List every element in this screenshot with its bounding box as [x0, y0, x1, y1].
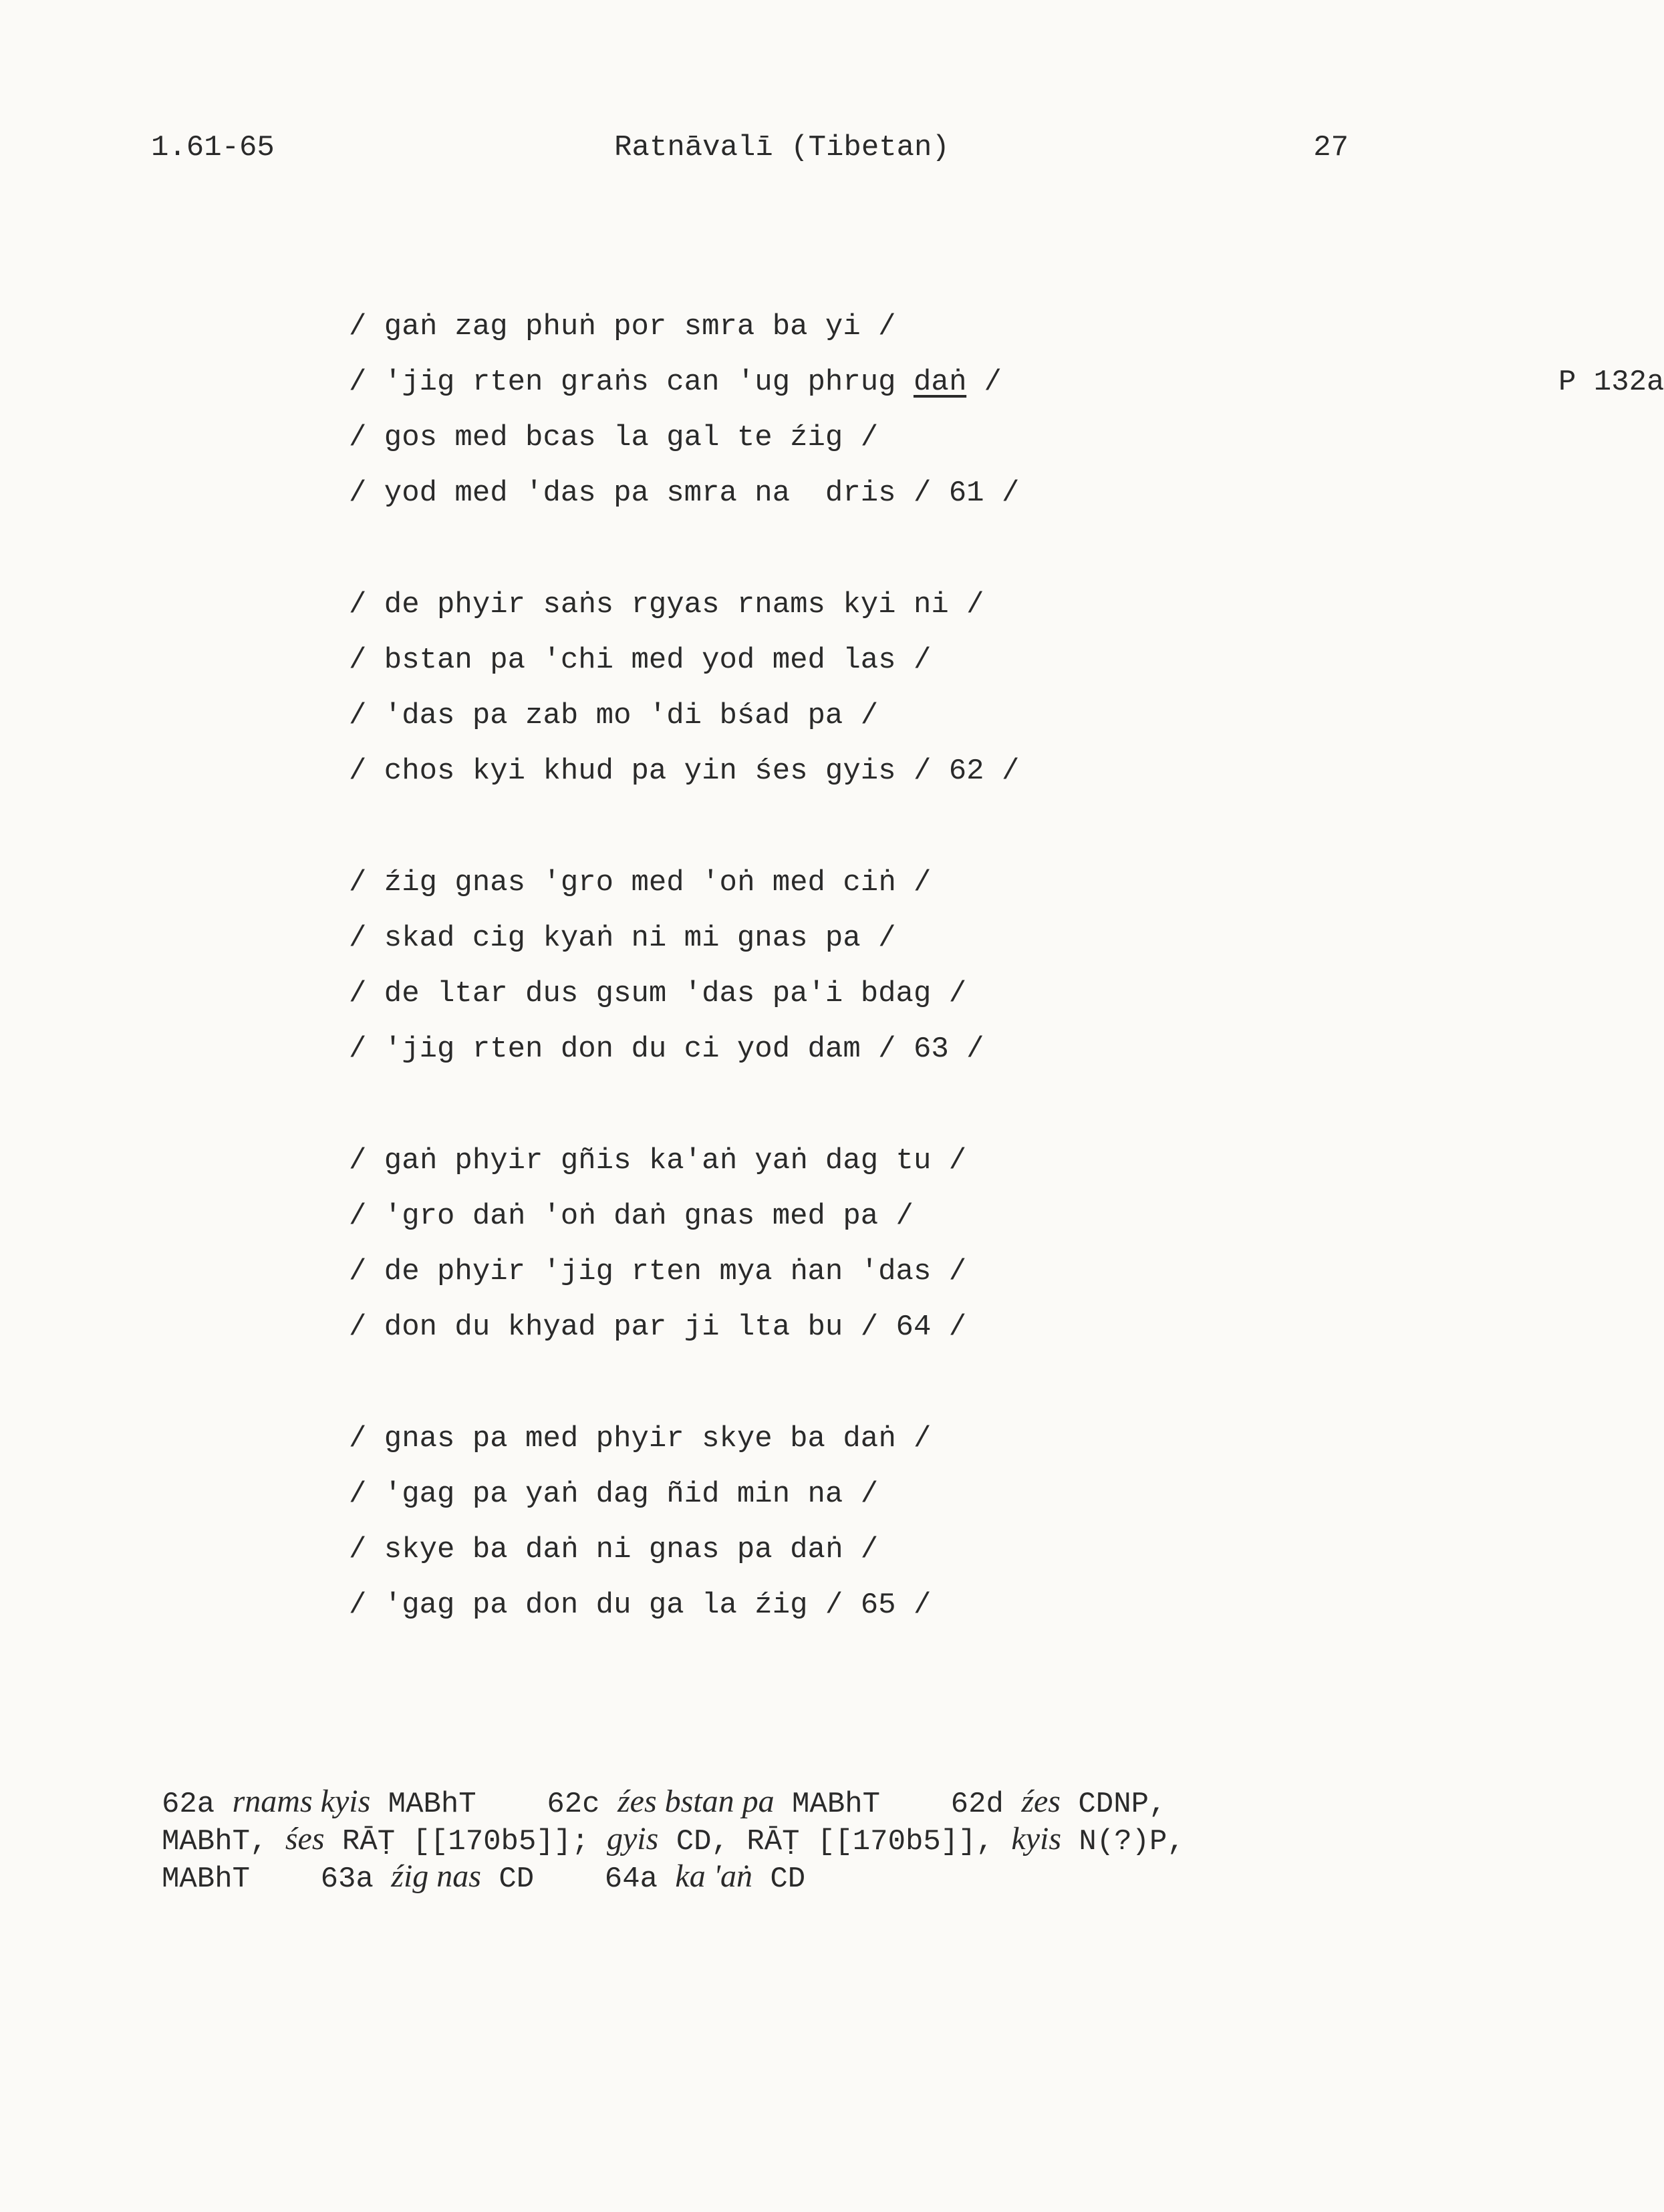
verse-line: / 'gag pa yaṅ dag ñid min na / — [349, 1478, 879, 1511]
verse-line: / 'jig rten don du ci yod dam / 63 / — [349, 1032, 984, 1066]
footnote-variant: rnams kyis — [232, 1784, 371, 1819]
verse-line: / de phyir saṅs rgyas rnams kyi ni / — [349, 588, 984, 621]
footnote-text: N(?)P, — [1061, 1825, 1185, 1858]
footnote-variant: źes bstan pa — [617, 1784, 775, 1819]
footnote-text: CDNP, — [1060, 1788, 1167, 1821]
verse-line: / chos kyi khud pa yin śes gyis / 62 / — [349, 754, 1020, 788]
verse-line: / gos med bcas la gal te źig / — [349, 421, 879, 454]
stanza-61 — [349, 299, 1664, 521]
footnote-text: RĀṬ [[170b5]]; — [324, 1825, 607, 1858]
footnote-line — [162, 1858, 1418, 1895]
footnote-text: MABhT, — [162, 1825, 285, 1858]
verse-line: / skye ba daṅ ni gnas pa daṅ / — [349, 1533, 879, 1566]
verse-line: / gaṅ phyir gñis ka'aṅ yaṅ dag tu / — [349, 1144, 967, 1178]
verse-line: / źig gnas 'gro med 'oṅ med ciṅ / — [349, 866, 932, 900]
page-number: 27 — [1313, 131, 1349, 164]
verse-block — [349, 299, 1664, 1689]
underlined-word: daṅ — [913, 366, 967, 399]
footnote-variant: ka 'aṅ — [675, 1858, 752, 1894]
footnote-text: MABhT 63a — [162, 1862, 392, 1896]
page-header — [0, 131, 1564, 178]
verse-line: / bstan pa 'chi med yod med las / — [349, 644, 932, 677]
verse-line-tail: / — [966, 366, 1002, 399]
footnote-text: CD 64a — [480, 1862, 676, 1896]
stanza-65 — [349, 1411, 1351, 1633]
verse-line: / 'gro daṅ 'oṅ daṅ gnas med pa / — [349, 1200, 914, 1233]
verse-line: / gnas pa med phyir skye ba daṅ / — [349, 1422, 932, 1456]
verse-line: / 'gag pa don du ga la źig / 65 / — [349, 1588, 932, 1622]
verse-line: / de phyir 'jig rten mya ṅan 'das / — [349, 1255, 967, 1288]
footnote-variant: kyis — [1011, 1821, 1062, 1856]
footnote-variant: źes — [1021, 1784, 1061, 1819]
stanza-64 — [349, 1133, 1351, 1355]
verse-line: / gaṅ zag phuṅ por smra ba yi / — [349, 310, 896, 343]
footnote-text: MABhT 62c — [370, 1788, 617, 1821]
verse-line: / de ltar dus gsum 'das pa'i bdag / — [349, 977, 967, 1010]
footnote-line — [162, 1783, 1418, 1820]
verse-line: / yod med 'das pa smra na dris / 61 / — [349, 476, 1020, 510]
verse-line: / skad cig kyaṅ ni mi gnas pa / — [349, 922, 896, 955]
verse-line: / 'das pa zab mo 'di bśad pa / — [349, 699, 879, 732]
footnote-line — [162, 1820, 1418, 1858]
footnote-variant: gyis — [606, 1821, 659, 1856]
verse-line-text: / 'jig rten graṅs can 'ug phrug — [349, 366, 914, 399]
stanza-63 — [349, 855, 1351, 1077]
page-title: Ratnāvalī (Tibetan) — [614, 131, 950, 164]
stanza-62 — [349, 577, 1351, 799]
footnote-text: MABhT 62d — [774, 1788, 1022, 1821]
section-reference: 1.61-65 — [151, 131, 275, 164]
verse-line: / don du khyad par ji lta bu / 64 / — [349, 1310, 967, 1344]
footnotes — [162, 1783, 1418, 1895]
verse-line — [349, 355, 1664, 410]
footnote-text: CD — [752, 1862, 806, 1896]
footnote-variant: śes — [285, 1821, 325, 1856]
footnote-variant: źig nas — [391, 1858, 481, 1894]
footnote-text: 62a — [162, 1788, 233, 1821]
footnote-text: CD, RĀṬ [[170b5]], — [658, 1825, 1012, 1858]
margin-note-folio: P 132a — [1558, 366, 1664, 399]
